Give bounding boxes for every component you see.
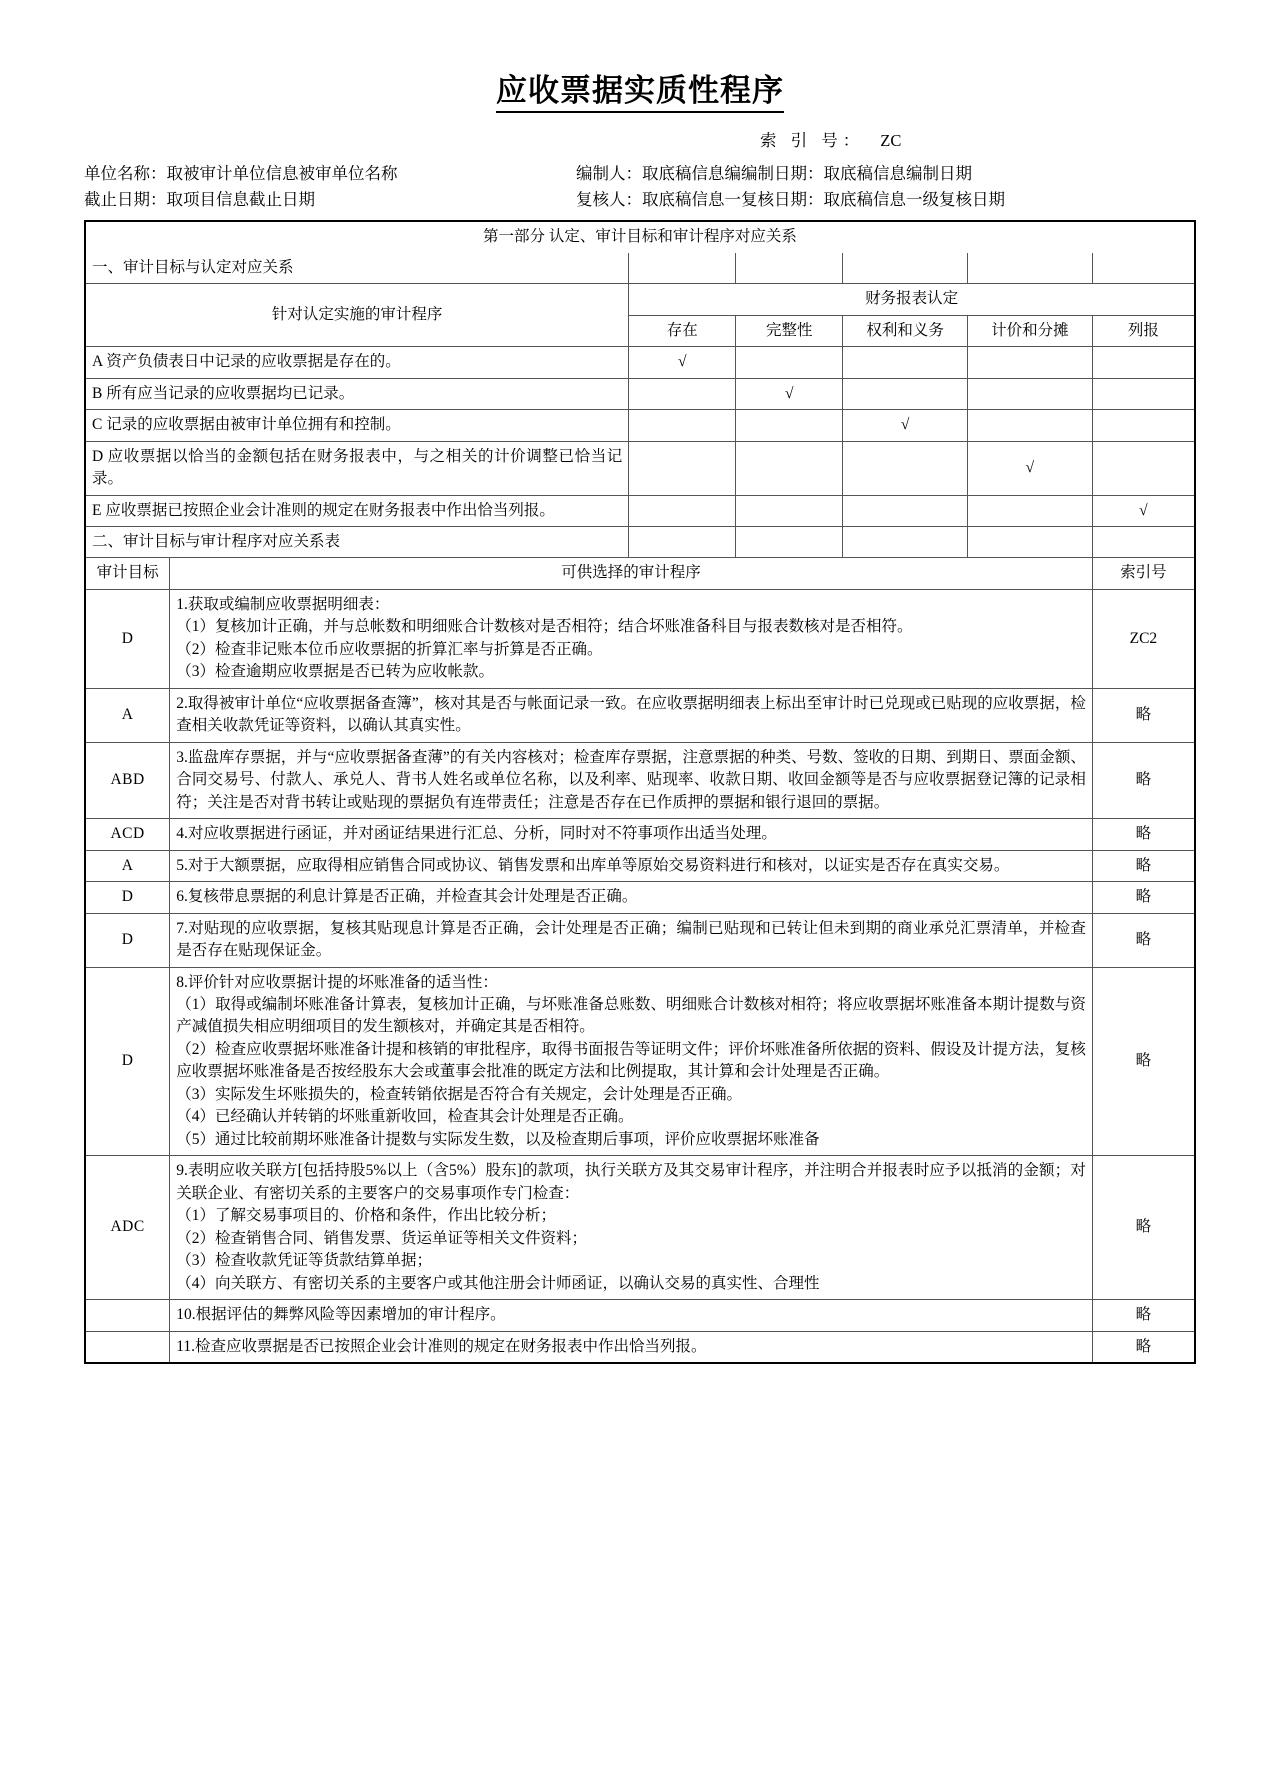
assertion-group-header-row — [85, 284, 1195, 315]
assertion-mark-cell — [736, 410, 843, 441]
review-date-value: 取底稿信息一级复核日期 — [823, 189, 1005, 209]
procedure-col-goal: 审计目标 — [85, 558, 170, 589]
procedure-row — [85, 913, 1195, 967]
procedure-goal: D — [85, 913, 170, 967]
procedure-col-ref: 索引号 — [1092, 558, 1195, 589]
assertion-text: B 所有应当记录的应收票据均已记录。 — [85, 378, 629, 409]
procedure-row — [85, 819, 1195, 850]
assertion-mark-cell — [1092, 378, 1195, 409]
spacer-cell — [968, 527, 1093, 558]
index-line — [760, 127, 1196, 151]
procedure-goal — [85, 1331, 170, 1363]
assertion-mark-cell — [1092, 410, 1195, 441]
assertion-mark-cell — [843, 441, 968, 495]
section-one-title: 一、审计目标与认定对应关系 — [85, 253, 629, 284]
assertion-row — [85, 441, 1195, 495]
procedure-header-row — [85, 558, 1195, 589]
assertion-mark-cell — [968, 495, 1093, 526]
procedure-line: 7.对贴现的应收票据，复核其贴现息计算是否正确，会计处理是否正确；编制已贴现和已转让但未到期的商业承兑汇票清单，并检查是否存在贴现保证金。 — [176, 919, 1086, 960]
procedure-content — [170, 1300, 1093, 1331]
assertion-mark-cell — [629, 441, 736, 495]
meta-row-2 — [84, 187, 1196, 213]
procedure-line: （2）检查非记账本位币应收票据的折算汇率与折算是否正确。 — [176, 640, 603, 658]
assertion-mark-cell: √ — [1092, 495, 1195, 526]
assertion-mark-cell — [968, 347, 1093, 378]
review-date-label: 复核日期： — [741, 189, 824, 209]
procedure-ref: 略 — [1092, 819, 1195, 850]
assertion-mark-cell: √ — [968, 441, 1093, 495]
procedure-row — [85, 589, 1195, 688]
procedure-line: （3）实际发生坏账损失的，检查转销依据是否符合有关规定，会计处理是否正确。 — [176, 1085, 742, 1103]
assertion-mark-cell — [968, 378, 1093, 409]
procedure-goal: ABD — [85, 742, 170, 818]
prepare-date-value: 取底稿信息编制日期 — [823, 164, 972, 184]
spacer-cell — [629, 253, 736, 284]
assertion-col-valuation-allocation: 计价和分摊 — [968, 315, 1093, 346]
procedure-row — [85, 1156, 1195, 1300]
assertion-mark-cell: √ — [629, 347, 736, 378]
spacer-cell — [843, 253, 968, 284]
procedure-row — [85, 1331, 1195, 1363]
part-one-title: 第一部分 认定、审计目标和审计程序对应关系 — [85, 221, 1195, 252]
procedure-line: （2）检查应收票据坏账准备计提和核销的审批程序，取得书面报告等证明文件；评价坏账准备所依据的资料、假设及计提方法，复核应收票据坏账准备是否按经股东大会或董事会批准的既定方法和比例提取，其计算和会计处理是否正确。 — [176, 1040, 1086, 1081]
procedure-col-procedures: 可供选择的审计程序 — [170, 558, 1093, 589]
procedure-line: 8.评价针对应收票据计提的坏账准备的适当性： — [176, 973, 498, 991]
part-title-row — [85, 221, 1195, 252]
procedure-line: 9.表明应收关联方[包括持股5%以上（含5%）股东]的款项，执行关联方及其交易审计程序，并注明合并报表时应予以抵消的金额；对关联企业、有密切关系的主要客户的交易事项作专门检查： — [176, 1162, 1086, 1202]
section-two-title: 二、审计目标与审计程序对应关系表 — [85, 527, 629, 558]
procedure-ref: 略 — [1092, 967, 1195, 1156]
procedure-line: 4.对应收票据进行函证，并对函证结果进行汇总、分析，同时对不符事项作出适当处理。 — [176, 825, 777, 843]
spacer-cell — [1092, 253, 1195, 284]
procedure-content — [170, 1156, 1093, 1300]
spacer-cell — [736, 527, 843, 558]
spacer-cell — [968, 253, 1093, 284]
procedure-goal: A — [85, 850, 170, 881]
procedure-row — [85, 742, 1195, 818]
page-title — [0, 0, 1280, 109]
procedure-line: 11.检查应收票据是否已按照企业会计准则的规定在财务报表中作出恰当列报。 — [176, 1337, 707, 1355]
procedure-ref: 略 — [1092, 882, 1195, 913]
reviewer-label: 复核人： — [576, 189, 642, 209]
assertion-col-existence: 存在 — [629, 315, 736, 346]
index-value: ZC — [880, 131, 902, 151]
meta-rows — [84, 161, 1196, 212]
procedure-line: 1.获取或编制应收票据明细表： — [176, 595, 390, 613]
procedure-content — [170, 819, 1093, 850]
procedure-ref: 略 — [1092, 1300, 1195, 1331]
procedure-line: 5.对于大额票据，应取得相应销售合同或协议、销售发票和出库单等原始交易资料进行和核对，以证实是否存在真实交易。 — [176, 856, 1010, 874]
assertion-col-rights-obligations: 权利和义务 — [843, 315, 968, 346]
assertion-mark-cell — [1092, 347, 1195, 378]
procedure-goal: A — [85, 688, 170, 742]
index-label: 索 引 号： — [760, 131, 865, 151]
procedure-line: （2）检查销售合同、销售发票、货运单证等相关文件资料； — [176, 1229, 587, 1247]
procedure-row — [85, 967, 1195, 1156]
procedure-content — [170, 1331, 1093, 1363]
procedure-content — [170, 913, 1093, 967]
reviewer-field — [576, 187, 1196, 213]
procedure-line: 3.监盘库存票据，并与“应收票据备查薄”的有关内容核对；检查库存票据，注意票据的种类、号数、签收的日期、到期日、票面金额、合同交易号、付款人、承兑人、背书人姓名或单位名称，以及利率、贴现率、收款日期、收回金额等是否与应收票据登记簿的记录相符；关注是否对背书转让或贴现的票据负有连带责任；注意是否存在已作质押的票据和银行退回的票据。 — [176, 748, 1086, 811]
preparer-value: 取底稿信息编 — [642, 164, 741, 184]
procedure-row — [85, 882, 1195, 913]
page-title-text: 应收票据实质性程序 — [496, 73, 784, 113]
assertion-text: A 资产负债表日中记录的应收票据是存在的。 — [85, 347, 629, 378]
procedure-goal — [85, 1300, 170, 1331]
section-two-row — [85, 527, 1195, 558]
document-meta — [84, 127, 1196, 212]
assertion-text: E 应收票据已按照企业会计准则的规定在财务报表中作出恰当列报。 — [85, 495, 629, 526]
assertion-mark-cell — [843, 495, 968, 526]
procedure-ref: 略 — [1092, 850, 1195, 881]
procedure-line: （3）检查逾期应收票据是否已转为应收帐款。 — [176, 663, 494, 681]
meta-row-1 — [84, 161, 1196, 187]
procedure-ref: 略 — [1092, 742, 1195, 818]
procedure-content — [170, 967, 1093, 1156]
procedure-line: （4）向关联方、有密切关系的主要客户或其他注册会计师函证，以确认交易的真实性、合理性 — [176, 1274, 820, 1292]
assertion-mark-cell: √ — [843, 410, 968, 441]
assertion-group-header: 财务报表认定 — [629, 284, 1195, 315]
procedure-line: （1）复核加计正确，并与总帐数和明细账合计数核对是否相符；结合坏账准备科目与报表数核对是否相符。 — [176, 618, 913, 636]
procedure-line: （1）了解交易事项目的、价格和条件，作出比较分析； — [176, 1207, 556, 1225]
deadline-value: 取项目信息截止日期 — [166, 189, 315, 209]
procedure-ref: 略 — [1092, 1156, 1195, 1300]
assertion-mark-cell — [629, 495, 736, 526]
assertion-mark-cell — [736, 441, 843, 495]
procedure-row — [85, 688, 1195, 742]
assertion-row — [85, 347, 1195, 378]
procedure-content — [170, 882, 1093, 913]
procedure-ref: ZC2 — [1092, 589, 1195, 688]
assertion-col-completeness: 完整性 — [736, 315, 843, 346]
assertion-text: C 记录的应收票据由被审计单位拥有和控制。 — [85, 410, 629, 441]
procedure-line: （1）取得或编制坏账准备计算表，复核加计正确，与坏账准备总账数、明细账合计数核对相符；将应收票据坏账准备本期计提数与资产减值损失相应明细项目的发生额核对，并确定其是否相符。 — [176, 995, 1086, 1036]
assertion-mark-cell — [629, 410, 736, 441]
unit-name-value: 取被审计单位信息被审单位名称 — [166, 164, 398, 184]
assertion-mark-cell — [736, 347, 843, 378]
procedure-row — [85, 850, 1195, 881]
preparer-label: 编制人： — [576, 164, 642, 184]
procedure-line: 6.复核带息票据的利息计算是否正确，并检查其会计处理是否正确。 — [176, 888, 638, 906]
assertion-mark-cell — [1092, 441, 1195, 495]
section-one-row — [85, 253, 1195, 284]
procedure-line: 2.取得被审计单位“应收票据备查簿”，核对其是否与帐面记录一致。在应收票据明细表上标出至审计时已兑现或已贴现的应收票据，检查相关收款凭证等资料，以确认其真实性。 — [176, 694, 1086, 735]
assertion-mark-cell — [843, 347, 968, 378]
assertion-text: D 应收票据以恰当的金额包括在财务报表中，与之相关的计价调整已恰当记录。 — [85, 441, 629, 495]
procedure-goal: ADC — [85, 1156, 170, 1300]
unit-name-field — [84, 161, 576, 187]
assertion-mark-cell — [629, 378, 736, 409]
spacer-cell — [629, 527, 736, 558]
assertion-row — [85, 495, 1195, 526]
procedure-ref: 略 — [1092, 913, 1195, 967]
procedure-goal: ACD — [85, 819, 170, 850]
procedure-line: （5）通过比较前期坏账准备计提数与实际发生数，以及检查期后事项，评价应收票据坏账准备 — [176, 1130, 820, 1148]
deadline-field — [84, 187, 576, 213]
procedure-content — [170, 589, 1093, 688]
procedure-ref: 略 — [1092, 1331, 1195, 1363]
unit-name-label: 单位名称： — [84, 164, 167, 184]
procedure-ref: 略 — [1092, 688, 1195, 742]
procedure-content — [170, 742, 1093, 818]
spacer-cell — [736, 253, 843, 284]
spacer-cell — [843, 527, 968, 558]
procedure-goal: D — [85, 882, 170, 913]
prepare-date-label: 编制日期： — [741, 164, 824, 184]
preparer-field — [576, 161, 1196, 187]
assertion-mark-cell — [843, 378, 968, 409]
deadline-label: 截止日期： — [84, 189, 167, 209]
reviewer-value: 取底稿信息一 — [642, 189, 741, 209]
procedure-line: 10.根据评估的舞弊风险等因素增加的审计程序。 — [176, 1306, 506, 1324]
assertion-row-header: 针对认定实施的审计程序 — [85, 284, 629, 347]
procedure-goal: D — [85, 967, 170, 1156]
assertion-mark-cell — [968, 410, 1093, 441]
procedure-line: （4）已经确认并转销的坏账重新收回，检查其会计处理是否正确。 — [176, 1108, 634, 1126]
procedure-line: （3）检查收款凭证等货款结算单据； — [176, 1252, 432, 1270]
assertion-row — [85, 378, 1195, 409]
procedure-content — [170, 850, 1093, 881]
procedure-row — [85, 1300, 1195, 1331]
assertion-col-presentation: 列报 — [1092, 315, 1195, 346]
assertion-row — [85, 410, 1195, 441]
procedure-goal: D — [85, 589, 170, 688]
procedure-content — [170, 688, 1093, 742]
assertion-mark-cell: √ — [736, 378, 843, 409]
assertion-mark-cell — [736, 495, 843, 526]
audit-program-table — [84, 220, 1196, 1364]
spacer-cell — [1092, 527, 1195, 558]
